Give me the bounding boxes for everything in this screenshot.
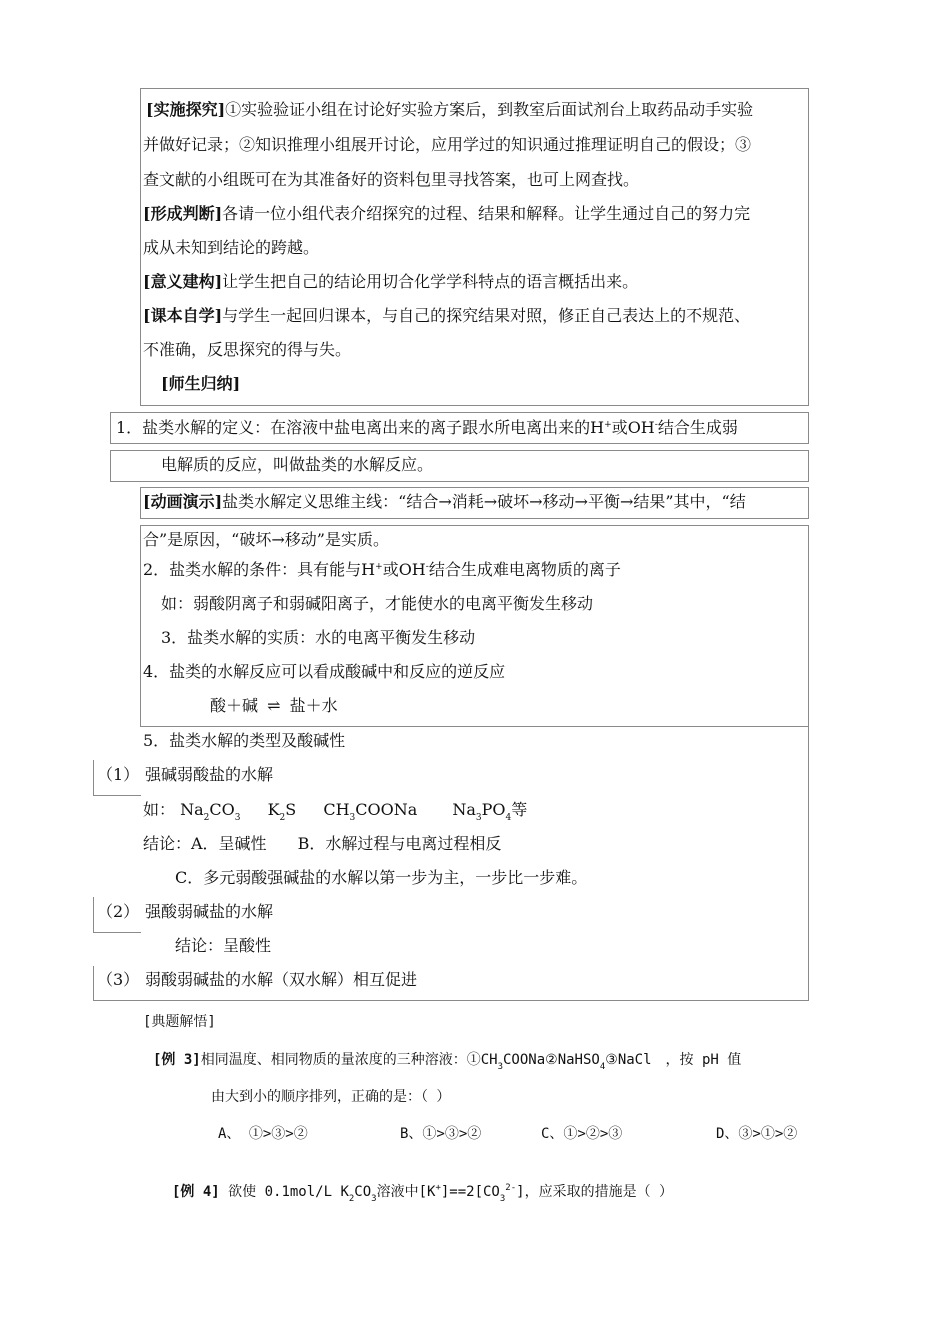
types-bottom-border — [93, 1000, 809, 1001]
animation-line — [143, 492, 746, 512]
text-run: COONa②NaHSO — [503, 1052, 600, 1068]
text-run: 或OH — [611, 418, 655, 437]
text-run: 结合生成难电离物质的离子 — [428, 560, 621, 579]
point-line — [143, 560, 621, 583]
text-line: 成从未知到结论的跨越。 — [143, 238, 320, 257]
formula-na3po4: $Na_3PO_4$ — [452, 800, 512, 823]
option-d[interactable]: D、③>①>② — [716, 1126, 798, 1142]
formula-k2s: $K_2S$ — [267, 800, 297, 823]
type-title: 弱酸弱碱盐的水解（双水解）相互促进 — [145, 970, 418, 989]
option-a[interactable]: A、 ①>③>② — [218, 1126, 308, 1142]
text-run: 1．盐类水解的定义：在溶液中盐电离出来的离子跟水所电离出来的H — [116, 418, 605, 437]
section-heading: [意义建构] — [143, 272, 223, 291]
type2-bottom-line — [93, 932, 141, 933]
conclusion-line: C．多元弱酸强碱盐的水解以第一步为主，一步比一步难。 — [175, 868, 588, 887]
text-run: 溶液中[K — [376, 1184, 436, 1200]
text-line — [143, 272, 638, 292]
subscript: 3 — [497, 1062, 503, 1072]
text-run: 等 — [511, 800, 528, 819]
definition-line — [116, 418, 738, 441]
text-line: 不准确，反思探究的得与失。 — [143, 340, 352, 359]
point-line: 3．盐类水解的实质：水的电离平衡发生移动 — [161, 628, 476, 647]
type-title: 强碱弱酸盐的水解 — [145, 765, 274, 784]
text-line: 并做好记录；②知识推理小组展开讨论，应用学过的知识通过推理证明自己的假设；③ — [143, 135, 752, 154]
text-run: ③NaCl ，按 pH 值 — [605, 1052, 742, 1068]
text-run: 结合生成弱 — [657, 418, 738, 437]
example-line — [172, 1182, 673, 1204]
formula-examples — [143, 800, 527, 823]
superscript: - — [425, 562, 429, 572]
text-line — [143, 306, 750, 326]
type3-left-border — [93, 966, 94, 1001]
text-line — [146, 100, 753, 120]
equation-right: 盐＋水 — [289, 696, 338, 715]
section-heading: [形成判断] — [143, 204, 223, 223]
type1-bottom-line — [93, 795, 141, 796]
type-number: （3） — [97, 970, 140, 989]
text-run: CO — [354, 1184, 372, 1200]
example-line — [153, 1050, 741, 1072]
section-heading: [实施探究] — [146, 100, 226, 119]
section-heading — [161, 374, 240, 394]
subscript: 3 — [499, 1194, 506, 1204]
subscript: 2 — [348, 1194, 355, 1204]
superscript: + — [604, 420, 612, 430]
equilibrium-arrow-icon: ⇌ — [267, 696, 281, 715]
subscript: 4 — [599, 1062, 606, 1072]
types-right-border — [808, 727, 809, 1001]
text-run: ①实验验证小组在讨论好实验方案后，到教室后面试剂台上取药品动手实验 — [225, 100, 754, 119]
option-c[interactable]: C、①>②>③ — [541, 1126, 623, 1142]
text-run: 或OH — [382, 560, 426, 579]
type-number: （2） — [97, 902, 140, 921]
text-run: 盐类水解定义思维主线：“结合→消耗→破坏→移动→平衡→结果”其中，“结 — [222, 492, 746, 511]
type2-left-border — [93, 897, 94, 932]
option-b[interactable]: B、①>③>② — [400, 1126, 482, 1142]
text-run: ]，应采取的措施是（ ） — [516, 1184, 673, 1200]
equation-left: 酸＋碱 — [210, 696, 259, 715]
superscript: - — [654, 420, 658, 430]
example-label: [例 4] — [172, 1184, 220, 1200]
point-line: 5．盐类水解的类型及酸碱性 — [143, 731, 346, 750]
type-title: 强酸弱碱盐的水解 — [145, 902, 274, 921]
example-line: 由大到小的顺序排列，正确的是：（ ） — [211, 1089, 451, 1105]
text-run: 相同温度、相同物质的量浓度的三种溶液：①CH — [200, 1052, 498, 1068]
section-heading-text: [师生归纳] — [161, 374, 241, 393]
subscript: 3 — [371, 1194, 377, 1204]
superscript: + — [435, 1183, 441, 1193]
superscript: 2- — [505, 1183, 517, 1193]
formula-ch3coona: $CH_3COONa$ — [323, 800, 418, 823]
text-run: ]==2[CO — [440, 1184, 500, 1200]
animation-line: 合”是原因，“破坏→移动”是实质。 — [143, 530, 389, 549]
text-line — [143, 204, 750, 224]
definition-line: 电解质的反应，叫做盐类的水解反应。 — [161, 455, 434, 474]
text-run: 欲使 0.1mol/L K — [228, 1184, 349, 1200]
text-run: 结论：A．呈碱性 — [143, 834, 267, 853]
text-run: 如： — [143, 800, 176, 819]
text-line: 查文献的小组既可在为其准备好的资料包里寻找答案，也可上网查找。 — [143, 170, 640, 189]
type-number: （1） — [97, 765, 140, 784]
section-heading: [动画演示] — [143, 492, 223, 511]
section-heading: [典题解悟] — [143, 1014, 216, 1030]
point-line: 如：弱酸阴离子和弱碱阳离子，才能使水的电离平衡发生移动 — [161, 594, 594, 613]
type1-left-border — [93, 760, 94, 795]
equation — [210, 696, 338, 716]
example-label: [例 3] — [153, 1052, 201, 1068]
text-run: 各请一位小组代表介绍探究的过程、结果和解释。让学生通过自己的努力完 — [222, 204, 751, 223]
point-line: 4．盐类的水解反应可以看成酸碱中和反应的逆反应 — [143, 662, 506, 681]
text-run: 让学生把自己的结论用切合化学学科特点的语言概括出来。 — [222, 272, 639, 291]
section-heading: [课本自学] — [143, 306, 223, 325]
text-run: B．水解过程与电离过程相反 — [297, 834, 502, 853]
superscript: + — [375, 562, 383, 572]
conclusion-line — [143, 834, 501, 854]
text-run: 2．盐类水解的条件：具有能与H — [143, 560, 376, 579]
formula-na2co3: $Na_2CO_3$ — [180, 800, 241, 823]
text-run: 与学生一起回归课本，与自己的探究结果对照，修正自己表达上的不规范、 — [222, 306, 751, 325]
conclusion-line: 结论：呈酸性 — [175, 936, 272, 955]
